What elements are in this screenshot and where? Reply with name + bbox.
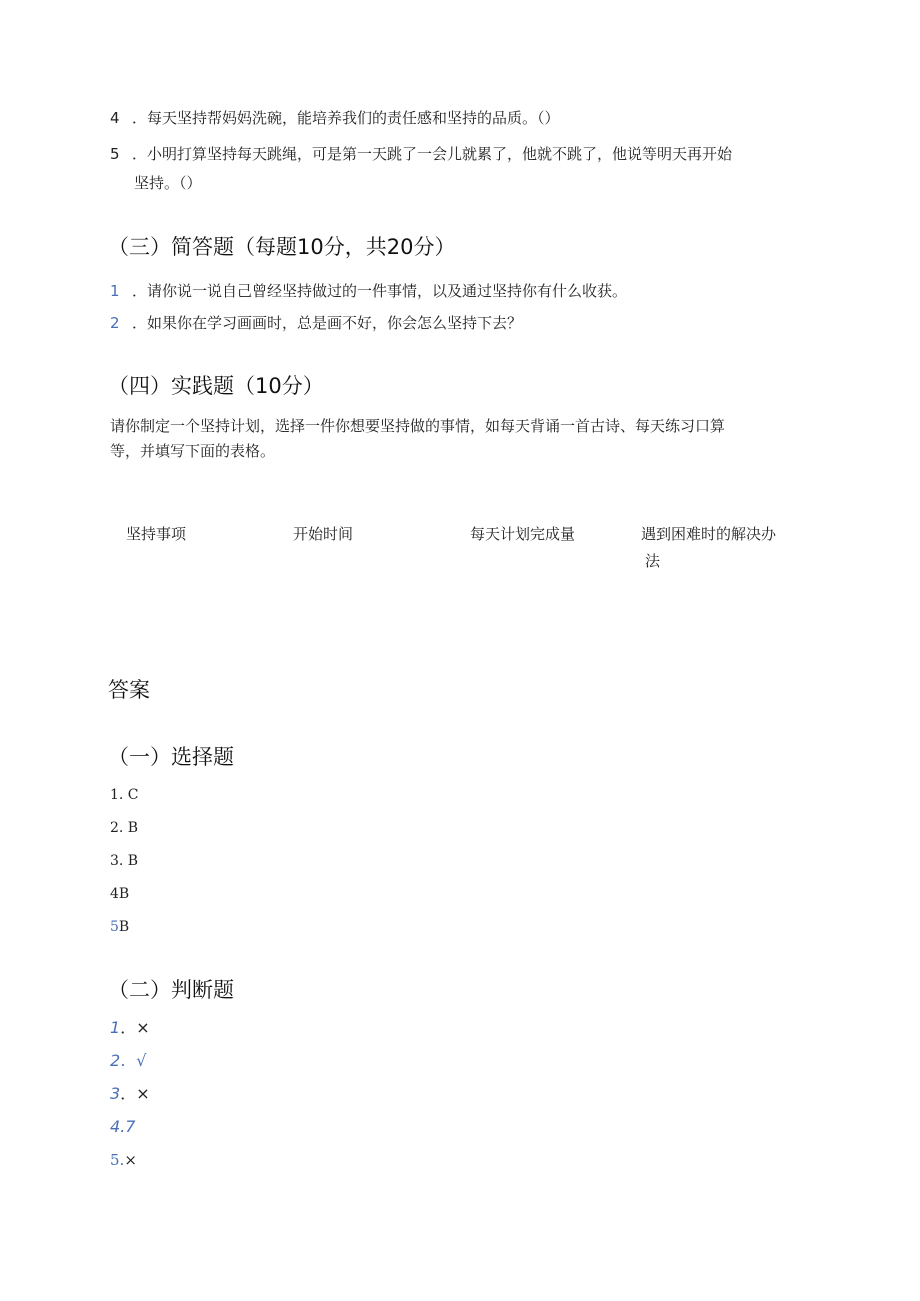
answer-choice-3: 3. B	[110, 853, 139, 869]
answer-mark: ．×	[120, 1084, 150, 1103]
question-number: 1	[110, 282, 120, 300]
answer-number: 2	[110, 1051, 121, 1070]
answer-number: 5	[110, 919, 119, 935]
answer-number: 3	[110, 1084, 121, 1103]
answer-judge-5	[110, 1149, 137, 1171]
short-answer-question-2	[110, 313, 522, 333]
answer-choice-5	[110, 917, 129, 937]
answer-value: B	[118, 919, 130, 935]
answer-mark: .7	[120, 1117, 136, 1136]
answers-title: 答案	[108, 678, 150, 702]
question-number: 4	[110, 109, 120, 127]
answer-choice-1: 1. C	[110, 787, 139, 803]
question-text: ．请你说一说自己曾经坚持做过的一件事情，以及通过坚持你有什么收获。	[132, 282, 628, 300]
section-3-title: （三）简答题（每题10分，共20分）	[108, 235, 456, 259]
answer-judge-4	[110, 1116, 135, 1138]
table-header-solution: 遇到困难时的解决办	[641, 525, 777, 543]
section-4-title: （四）实践题（10分）	[108, 374, 324, 398]
answers-section-2-title: （二）判断题	[108, 978, 234, 1002]
answer-number: 1	[110, 1018, 121, 1037]
answer-choice-4: 4B	[110, 886, 130, 902]
question-text: ．小明打算坚持每天跳绳，可是第一天跳了一会儿就累了，他就不跳了，他说等明天再开始	[132, 145, 733, 163]
answer-judge-3	[110, 1083, 150, 1105]
answer-number: 5.	[110, 1151, 125, 1169]
answers-section-1-title: （一）选择题	[108, 745, 234, 769]
question-number: 5	[110, 145, 120, 163]
question-number: 2	[110, 314, 120, 332]
answer-mark: ．×	[120, 1018, 150, 1037]
answer-judge-1	[110, 1017, 150, 1039]
answer-number: 4	[110, 1117, 121, 1136]
question-text: ．每天坚持帮妈妈洗碗，能培养我们的责任感和坚持的品质。（）	[132, 109, 560, 127]
table-header-start-time: 开始时间	[293, 525, 354, 543]
table-header-solution-continuation: 法	[645, 552, 661, 570]
judge-question-4	[110, 108, 560, 128]
practice-instructions-line-2: 等，并填写下面的表格。	[110, 442, 276, 460]
judge-question-5	[110, 144, 732, 164]
short-answer-question-1	[110, 281, 627, 301]
answer-choice-2: 2. B	[110, 820, 139, 836]
answer-judge-2	[110, 1050, 146, 1072]
practice-instructions-line-1: 请你制定一个坚持计划，选择一件你想要坚持做的事情，如每天背诵一首古诗、每天练习口算	[110, 417, 726, 435]
table-header-daily-amount: 每天计划完成量	[470, 525, 576, 543]
answer-mark: ．√	[120, 1051, 147, 1070]
table-header-item: 坚持事项	[126, 525, 187, 543]
question-text: ．如果你在学习画画时，总是画不好，你会怎么坚持下去？	[132, 314, 523, 332]
judge-question-5-continuation: 坚持。（）	[134, 174, 202, 192]
answer-mark: ×	[124, 1151, 137, 1169]
